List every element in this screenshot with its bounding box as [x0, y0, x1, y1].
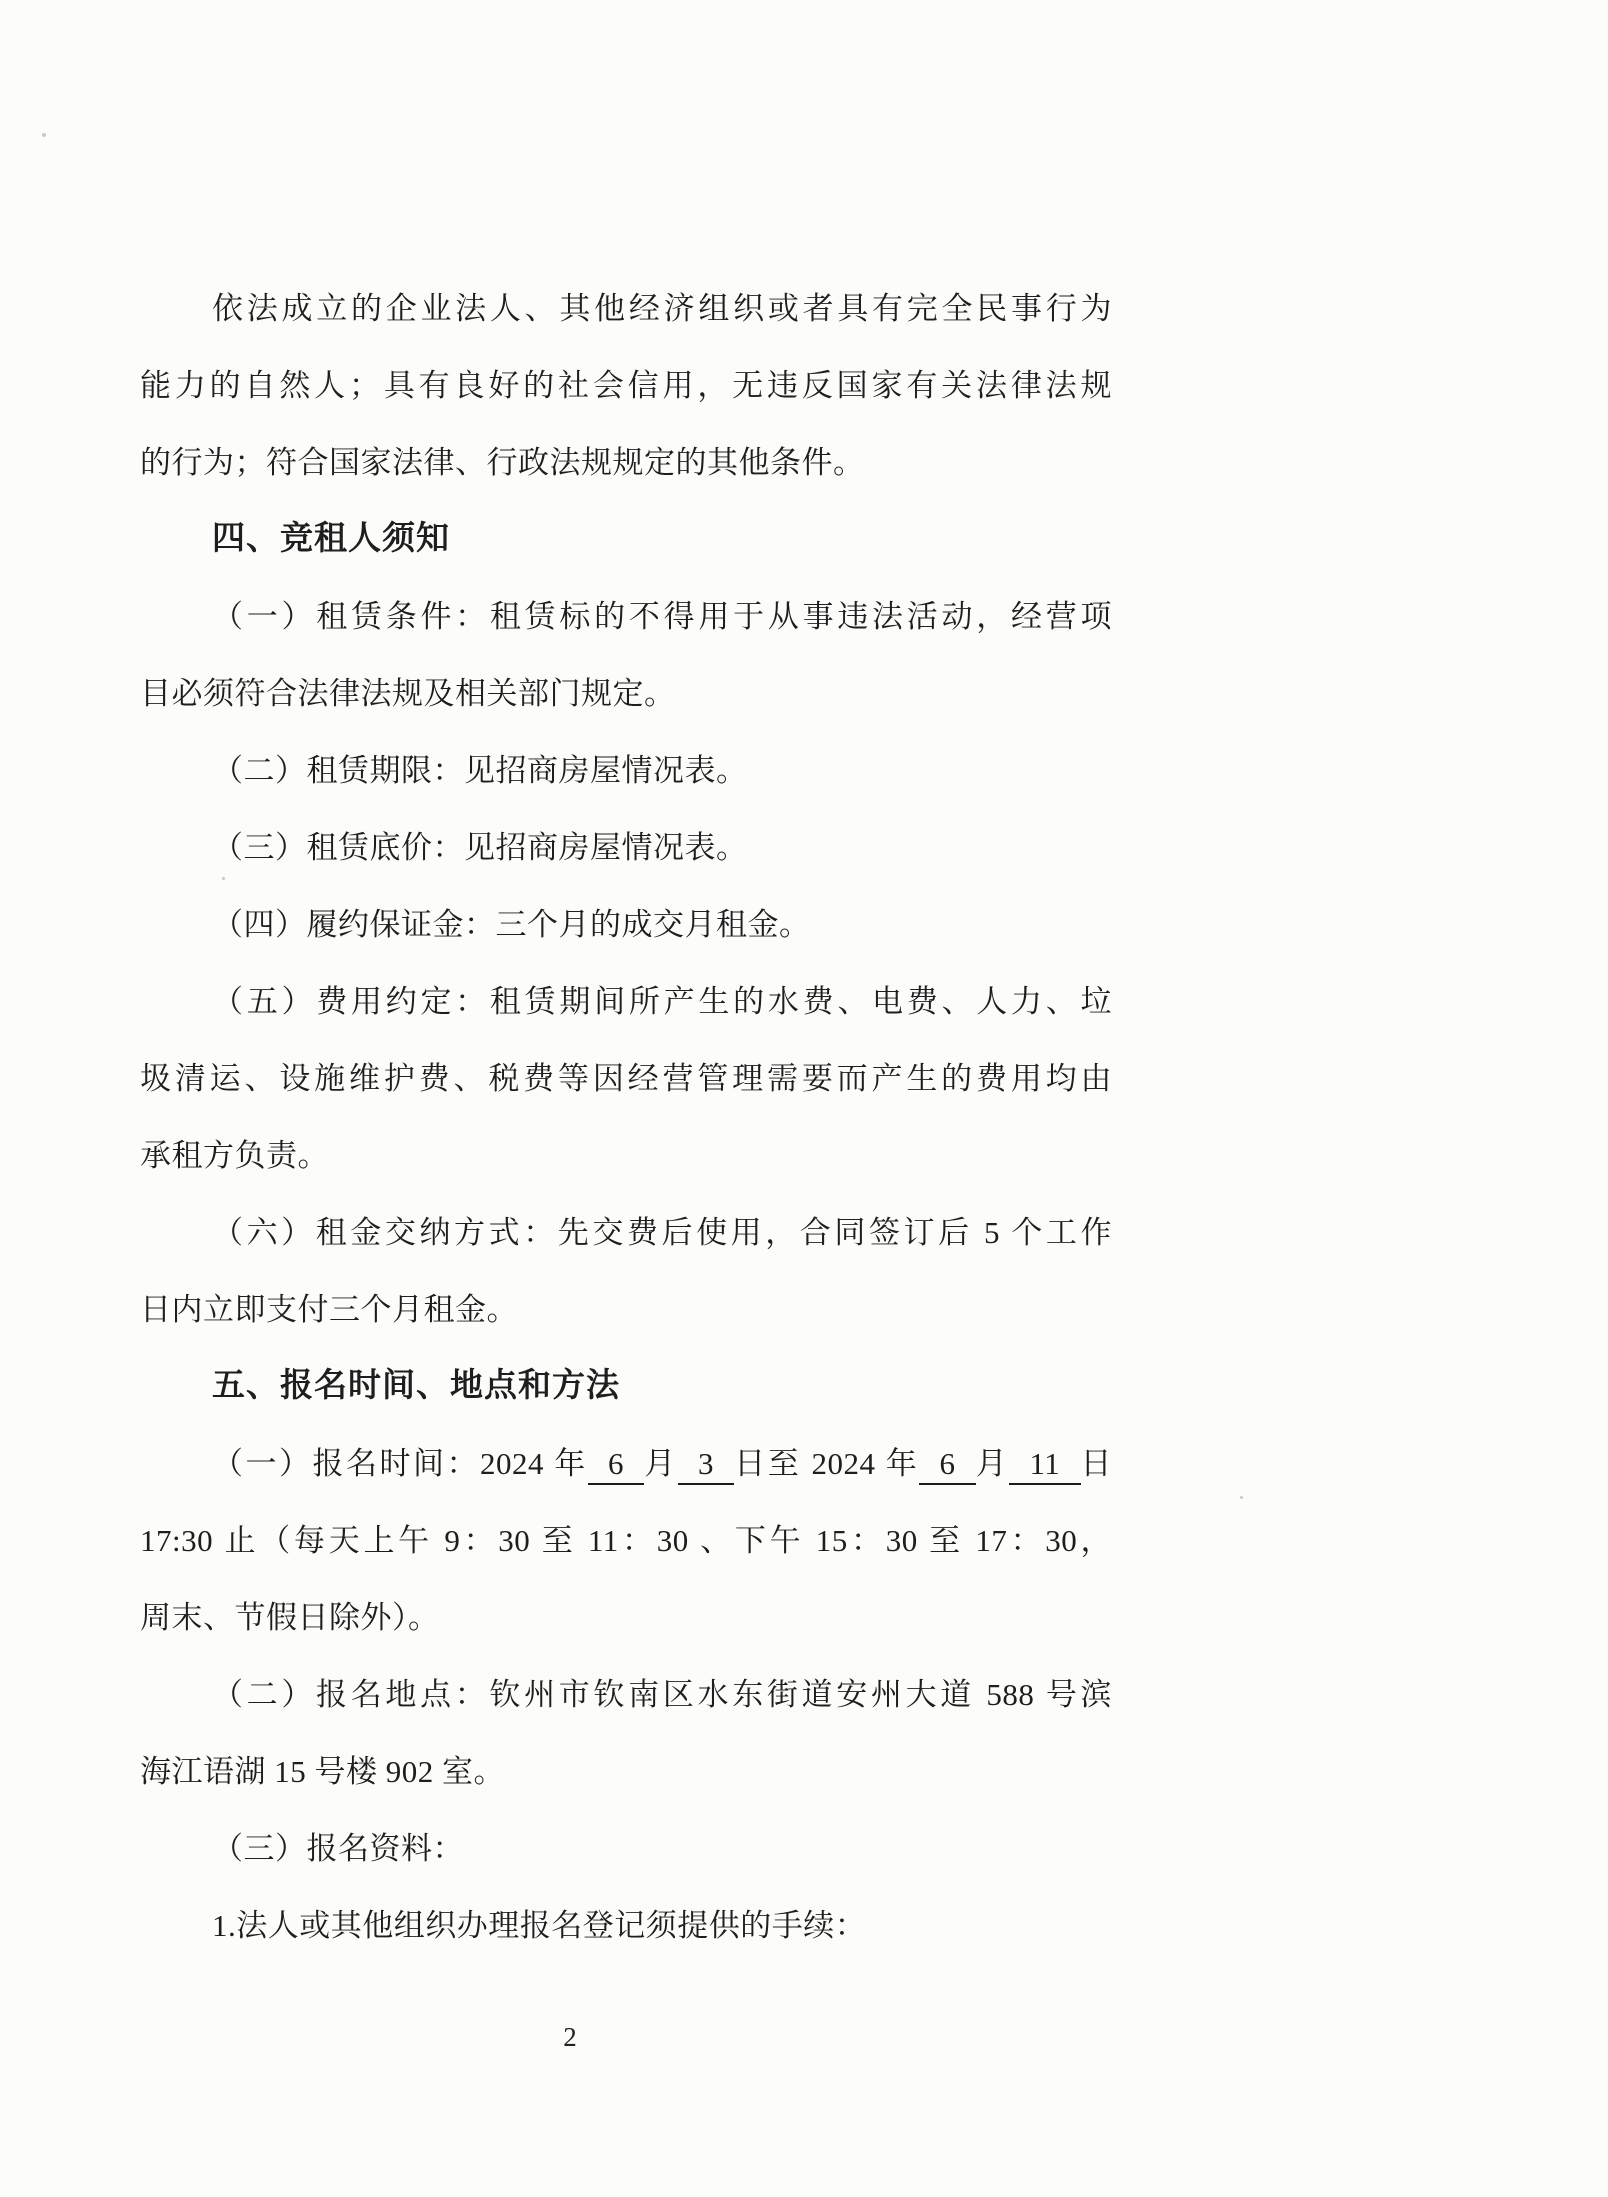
text-line: 海江语湖 15 号楼 902 室。 [140, 1754, 505, 1789]
text-line: （三）租赁底价：见招商房屋情况表。 [212, 830, 748, 865]
text-line: （六）租金交纳方式：先交费后使用，合同签订后 5 个工作 [212, 1215, 1112, 1250]
text-segment: （一）报名时间：2024 年 [212, 1446, 588, 1481]
underlined-fill-in-value: 6 [919, 1446, 976, 1485]
document-body [140, 270, 1112, 1964]
text-line: （五）费用约定：租赁期间所产生的水费、电费、人力、垃 [212, 984, 1112, 1019]
scan-speckle [42, 133, 46, 137]
text-segment: 月 [975, 1446, 1010, 1481]
page-number: 2 [563, 2022, 577, 2052]
text-segment: 日至 2024 年 [734, 1446, 920, 1481]
underlined-fill-in-value: 6 [588, 1446, 645, 1485]
text-line: 周末、节假日除外）。 [140, 1600, 440, 1635]
section-heading: 四、竞租人须知 [212, 521, 450, 557]
underlined-fill-in-value: 3 [678, 1446, 735, 1485]
text-line: 承租方负责。 [140, 1138, 329, 1173]
text-line: 的行为；符合国家法律、行政法规规定的其他条件。 [140, 445, 865, 480]
text-line: 能力的自然人；具有良好的社会信用，无违反国家有关法律法规 [140, 368, 1112, 403]
underlined-fill-in-value: 11 [1009, 1446, 1080, 1485]
scan-speckle [1240, 1496, 1243, 1499]
text-line: 圾清运、设施维护费、税费等因经营管理需要而产生的费用均由 [140, 1061, 1112, 1096]
text-line: 依法成立的企业法人、其他经济组织或者具有完全民事行为 [212, 291, 1112, 326]
text-line [140, 1425, 1112, 1502]
text-line: 17:30 止（每天上午 9：30 至 11：30 、下午 15：30 至 17：30， [140, 1523, 1112, 1558]
text-segment: 月 [644, 1446, 678, 1481]
text-line: 1.法人或其他组织办理报名登记须提供的手续： [212, 1908, 867, 1943]
text-line: （四）履约保证金：三个月的成交月租金。 [212, 907, 811, 942]
text-line: 日内立即支付三个月租金。 [140, 1292, 518, 1327]
text-segment: 日 [1080, 1446, 1113, 1481]
text-line: 目必须符合法律法规及相关部门规定。 [140, 676, 676, 711]
text-line: （二）报名地点：钦州市钦南区水东街道安州大道 588 号滨 [212, 1677, 1112, 1712]
text-line: （三）报名资料： [212, 1831, 464, 1866]
text-line: （一）租赁条件：租赁标的不得用于从事违法活动，经营项 [212, 599, 1112, 634]
text-line: （二）租赁期限：见招商房屋情况表。 [212, 753, 748, 788]
section-heading: 五、报名时间、地点和方法 [212, 1368, 620, 1404]
